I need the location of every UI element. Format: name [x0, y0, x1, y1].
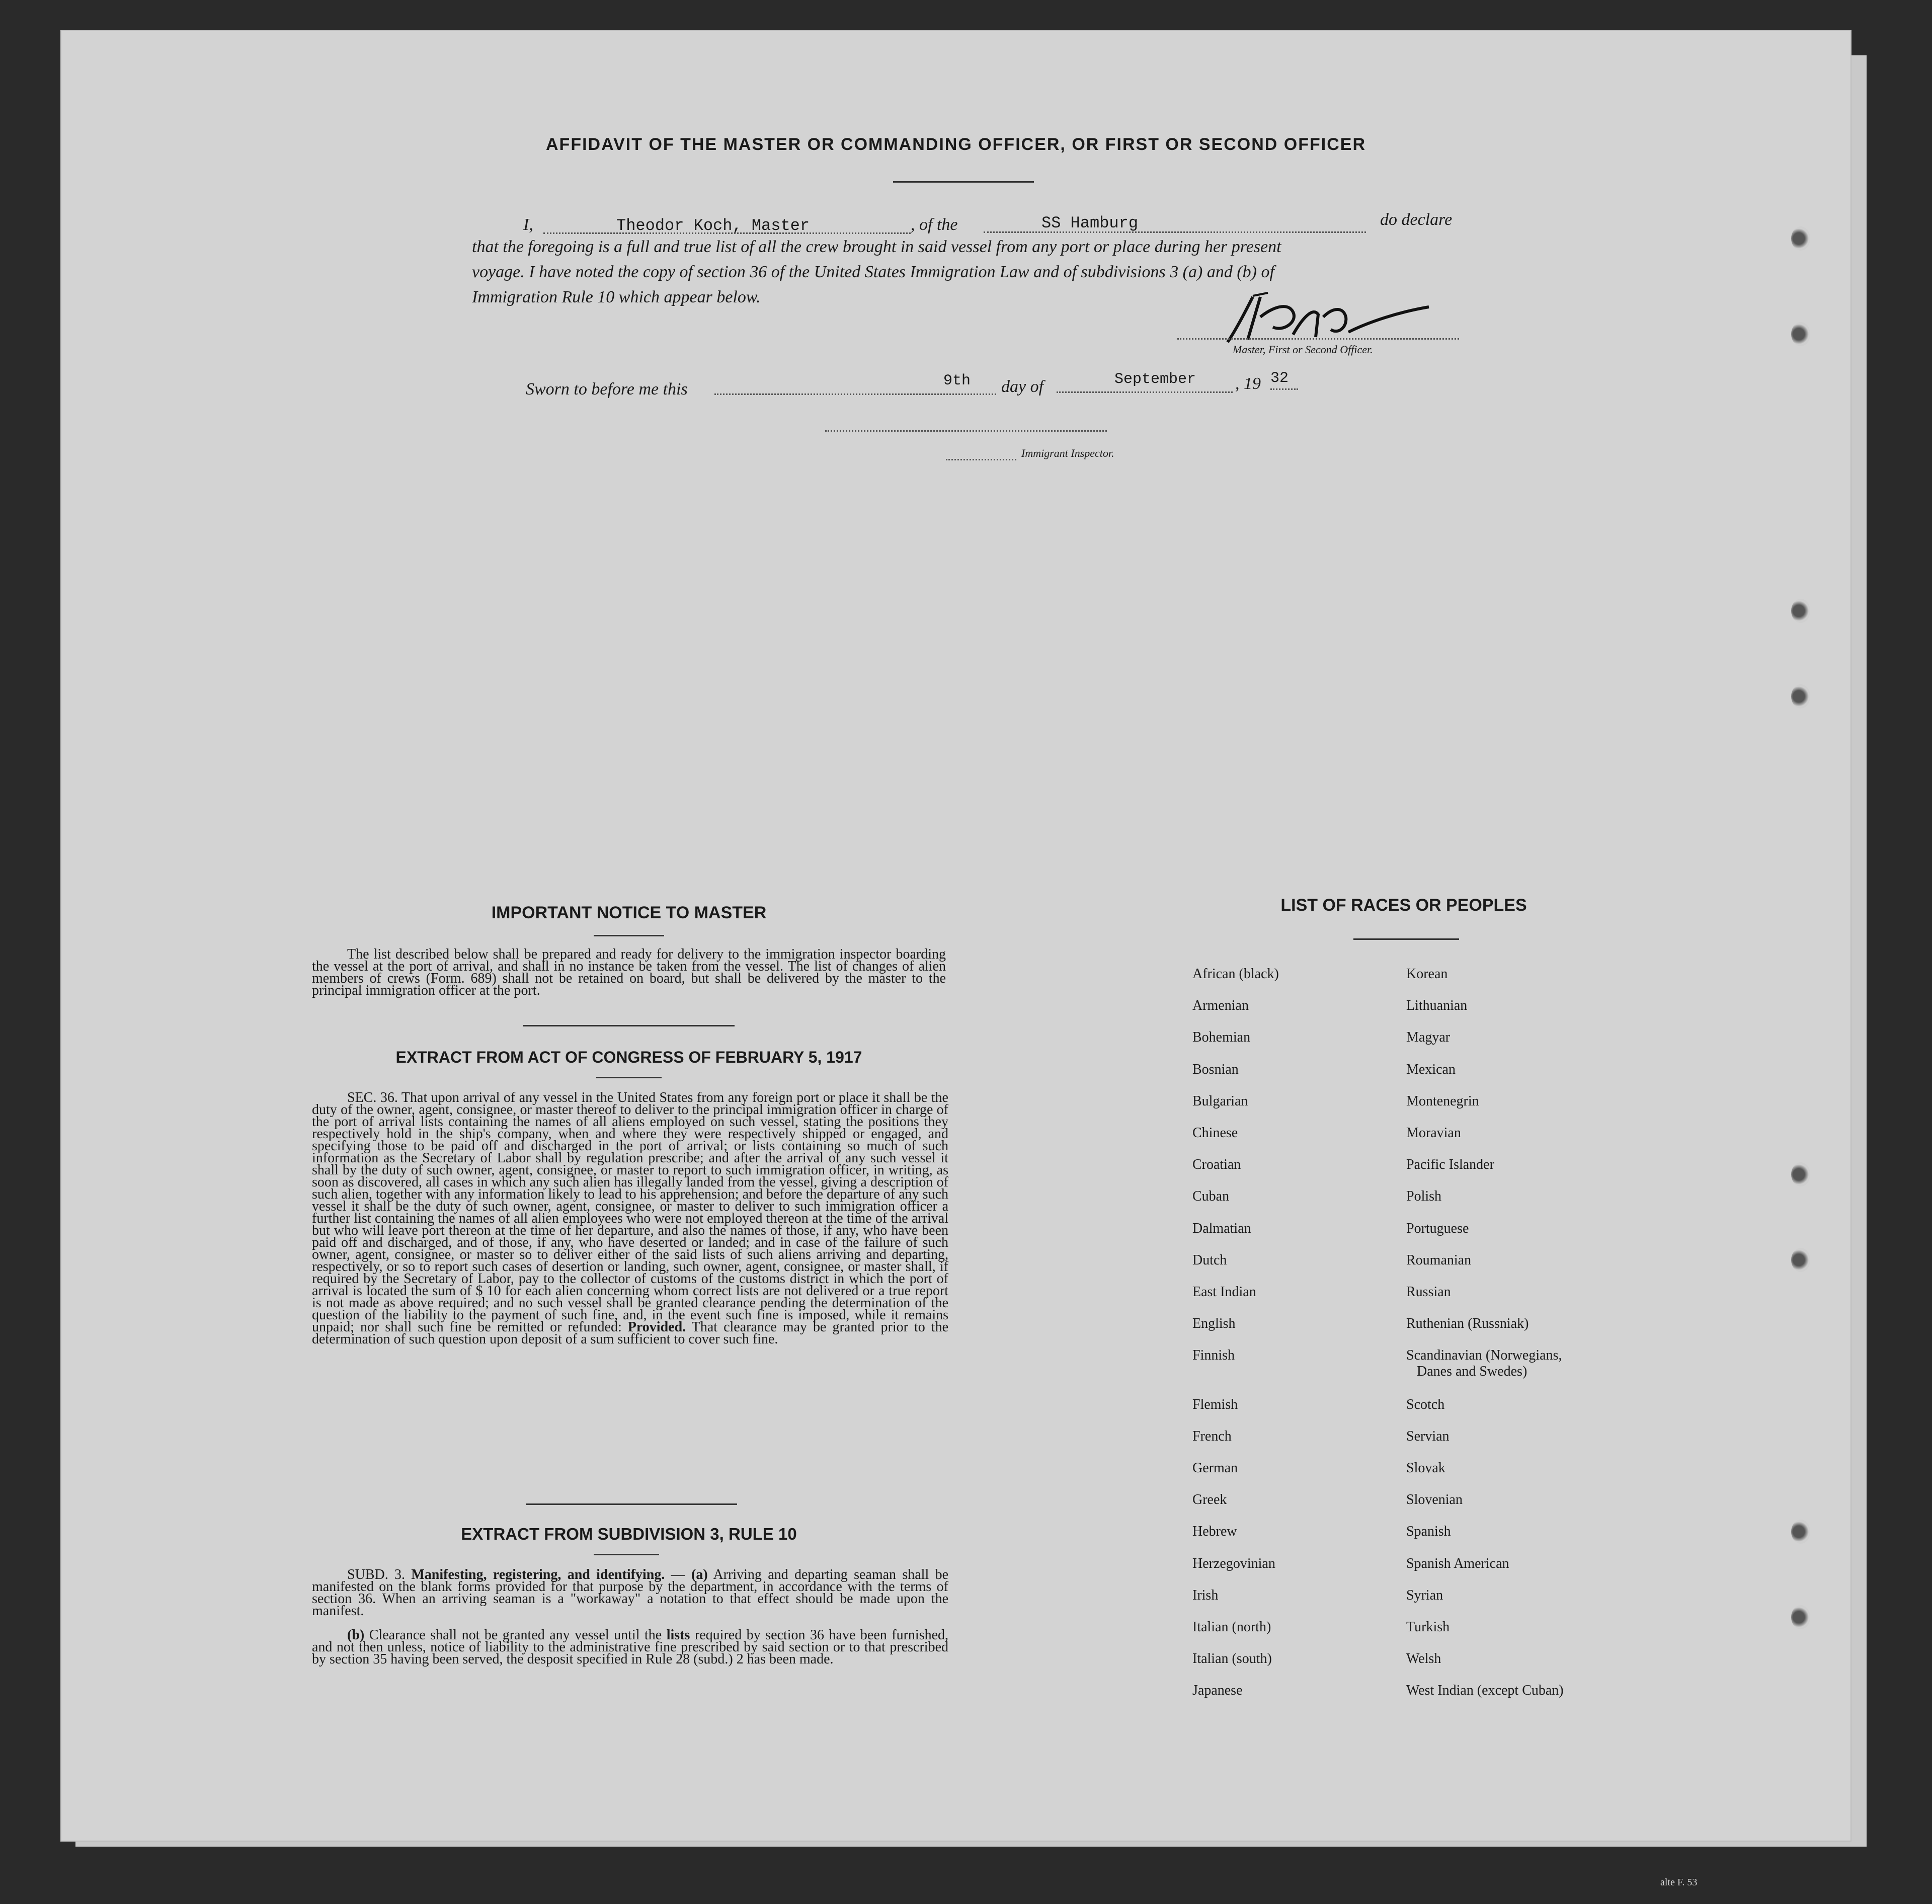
punch-hole-icon: [1791, 1248, 1810, 1272]
race-item: Mexican: [1406, 1061, 1456, 1077]
subd-b-lists: lists: [666, 1627, 690, 1643]
sworn-day: 9th: [943, 372, 971, 389]
punch-hole-icon: [1791, 322, 1810, 346]
race-item: Italian (south): [1192, 1651, 1272, 1667]
form-number: alte F. 53: [1660, 1877, 1698, 1888]
act-title: EXTRACT FROM ACT OF CONGRESS OF FEBRUARY 5, 1917: [395, 1048, 862, 1066]
affidavit-title: AFFIDAVIT OF THE MASTER OR COMMANDING OFFICER, OR FIRST OR SECOND OFFICER: [546, 135, 1366, 154]
rule10-subd3: [312, 1569, 948, 1617]
race-item: Magyar: [1406, 1029, 1451, 1046]
notice-text: The list described below shall be prepared and ready for delivery to the immigration inspector boarding the vessel at the port of arrival, and shall in no instance be taken from the vessel. The list of changes of alien members of crews (Form. 689) shall not be retained on board, but shall be delivered by the master to the principal immigration officer at the port.: [312, 946, 946, 998]
vessel-blank: [984, 231, 1366, 233]
sworn-month: September: [1114, 371, 1196, 388]
race-item: Cuban: [1192, 1188, 1230, 1205]
act-provided: Provided.: [627, 1319, 686, 1335]
year-suffix: 32: [1270, 370, 1289, 387]
race-item: Bohemian: [1192, 1029, 1251, 1046]
race-item: Polish: [1406, 1188, 1442, 1205]
act-divider: [596, 1077, 662, 1078]
subd-a-label: (a): [691, 1567, 708, 1582]
act-body-end: That clearance may be granted prior to the determination of such question upon deposit of a sum sufficient to cover such fine.: [312, 1319, 949, 1347]
inspector-blank: [825, 430, 1107, 432]
rule10-divider: [594, 1554, 659, 1555]
act-section-divider: [526, 1503, 737, 1505]
signature-caption: Master, First or Second Officer.: [1233, 343, 1373, 356]
race-item: Flemish: [1192, 1396, 1238, 1412]
race-item: Portuguese: [1406, 1220, 1469, 1236]
race-item: Pacific Islander: [1406, 1157, 1494, 1173]
rule10-subd-b: [312, 1629, 948, 1665]
inspector-lead: [946, 459, 1016, 460]
race-item: Finnish: [1192, 1347, 1235, 1364]
race-item: Japanese: [1192, 1683, 1243, 1699]
punch-hole-icon: [1791, 226, 1810, 251]
subd-label: SUBD. 3.: [347, 1567, 406, 1582]
race-item: Dalmatian: [1192, 1220, 1251, 1236]
master-signature: [1218, 287, 1439, 352]
race-item: Scandinavian (Norwegians, Danes and Swedes): [1406, 1347, 1562, 1380]
race-item: Slovak: [1406, 1460, 1445, 1476]
race-item: Bosnian: [1192, 1061, 1239, 1077]
punch-hole-icon: [1791, 684, 1810, 708]
notice-title: IMPORTANT NOTICE TO MASTER: [491, 903, 767, 922]
race-item: Russian: [1406, 1284, 1451, 1300]
race-item: Roumanian: [1406, 1252, 1472, 1268]
day-blank: [714, 393, 996, 395]
month-blank: [1057, 391, 1233, 393]
affidavit-line-3: voyage. I have noted the copy of section 36 of the United States Immigration Law and of subdivisions 3 (a) and (b) of: [472, 263, 1274, 281]
race-item: Bulgarian: [1192, 1093, 1248, 1109]
act-text: [312, 1092, 948, 1345]
race-item: Syrian: [1406, 1587, 1443, 1603]
race-item: Lithuanian: [1406, 998, 1468, 1014]
race-item: Greek: [1192, 1492, 1227, 1508]
race-item: Montenegrin: [1406, 1093, 1479, 1109]
sworn-label: Sworn to before me this: [526, 380, 688, 399]
punch-hole-icon: [1791, 1605, 1810, 1629]
title-divider: [893, 181, 1034, 183]
race-item: Servian: [1406, 1428, 1450, 1444]
race-item: Dutch: [1192, 1252, 1227, 1268]
race-item: African (black): [1192, 966, 1279, 982]
notice-divider: [594, 935, 664, 936]
day-of-label: day of: [1001, 377, 1044, 396]
race-item: English: [1192, 1316, 1236, 1332]
race-item: German: [1192, 1460, 1238, 1476]
subd-b-text-2: required by section 36 have been furnished, and not then unless, notice of liability to the administrative fine prescribed by said section or to that prescribed by section 35 having been served, the desposit specified in Rule 28 (subd.) 2 has been made.: [312, 1627, 949, 1667]
race-item: Slovenian: [1406, 1492, 1463, 1508]
act-body: SEC. 36. That upon arrival of any vessel in the United States from any foreign port or place it shall be the duty of the owner, agent, consignee, or master thereof to deliver to the principal immigration officer in charge of the port of arrival lists containing the names of all aliens employed on such vessel, stating the positions they respectively hold in the ship's company, when and where they were respectively shipped or engaged, and specifying those to be paid off and discharged in the port of arrival; or lists containing so much of such information as the Secretary of Labor shall by regulation prescribe; and after the arrival of any such vessel it shall by the duty of such owner, agent, consignee, or master to report to such immigration officer, in writing, as soon as discovered, all cases in which any such alien has illegally landed from the vessel, giving a description of such alien, together with any information likely to lead to his apprehension; and before the departure of any such vessel it shall be the duty of such owner, agent, consignee, or master to deliver to such immigration officer a further list containing the names of all alien employees who were not employed thereon at the time of the arrival but who will leave port thereon at the time of her departure, and also the names of those, if any, who have been paid off and discharged, and of those, if any, who have deserted or landed; and in case of the failure of such owner, agent, consignee, or master so to deliver either of the said lists of such aliens arriving and departing, respectively, or so to report such cases of desertion or landing, such owner, agent, consignee, or master shall, if required by the Secretary of Labor, pay to the collector of customs of the customs district in which the port of arrival is located the sum of $ 10 for each alien concerning whom correct lists are not delivered or a true report is not made as above required; and no such vessel shall be granted clearance pending the determination of the question of the liability to the payment of such fine, and, in the event such fine is imposed, while it remains unpaid; nor shall such fine be remitted or refunded:: [312, 1090, 948, 1335]
race-item: Turkish: [1406, 1619, 1450, 1635]
race-item: Croatian: [1192, 1157, 1241, 1173]
inspector-label: Immigrant Inspector.: [1021, 447, 1114, 459]
race-item: Spanish American: [1406, 1555, 1509, 1571]
subd-a-text: Arriving and departing seaman shall be manifested on the blank forms provided for that purpose by the department, in accordance with the terms of section 36. When an arriving seaman is a "workaway" a notation to that effect should be made upon the manifest.: [312, 1567, 949, 1619]
rule10-title: EXTRACT FROM SUBDIVISION 3, RULE 10: [461, 1525, 797, 1543]
notice-section-divider: [523, 1025, 735, 1026]
affidavit-line-4: Immigration Rule 10 which appear below.: [472, 288, 761, 306]
race-item: French: [1192, 1428, 1232, 1444]
race-item: Moravian: [1406, 1125, 1461, 1141]
subd-b-label: (b): [347, 1627, 365, 1643]
subd-b-text-1: Clearance shall not be granted any vessel until the: [369, 1627, 662, 1643]
race-item: West Indian (except Cuban): [1406, 1683, 1564, 1699]
race-item: Scotch: [1406, 1396, 1445, 1412]
do-declare: do declare: [1380, 210, 1453, 229]
race-item: Irish: [1192, 1587, 1219, 1603]
races-title: LIST OF RACES OR PEOPLES: [1280, 896, 1527, 915]
year-blank: [1270, 388, 1298, 390]
race-item: Spanish: [1406, 1524, 1451, 1540]
races-divider: [1353, 938, 1459, 940]
race-item: Welsh: [1406, 1651, 1441, 1667]
affidavit-of-the: , of the: [911, 215, 958, 234]
punch-hole-icon: [1791, 1162, 1810, 1186]
subd-dash: —: [671, 1567, 685, 1582]
affidavit-line-2: that the foregoing is a full and true list of all the crew brought in said vessel from any port or place during her present: [472, 237, 1281, 256]
punch-hole-icon: [1791, 1520, 1810, 1544]
master-name: Theodor Koch, Master: [616, 216, 810, 235]
race-item: Ruthenian (Russniak): [1406, 1316, 1529, 1332]
vessel-name: SS Hamburg: [1041, 214, 1139, 232]
subd-heading: Manifesting, registering, and identifying.: [411, 1567, 665, 1582]
race-item: Hebrew: [1192, 1524, 1237, 1540]
punch-hole-icon: [1791, 599, 1810, 623]
year-prefix: , 19: [1235, 374, 1261, 393]
race-item: East Indian: [1192, 1284, 1256, 1300]
affidavit-i-label: I,: [523, 215, 533, 234]
race-item: Korean: [1406, 966, 1448, 982]
race-item: Herzegovinian: [1192, 1555, 1275, 1571]
race-item: Italian (north): [1192, 1619, 1271, 1635]
race-item: Chinese: [1192, 1125, 1238, 1141]
signature-blank: [1177, 338, 1459, 340]
race-item: Armenian: [1192, 998, 1249, 1014]
